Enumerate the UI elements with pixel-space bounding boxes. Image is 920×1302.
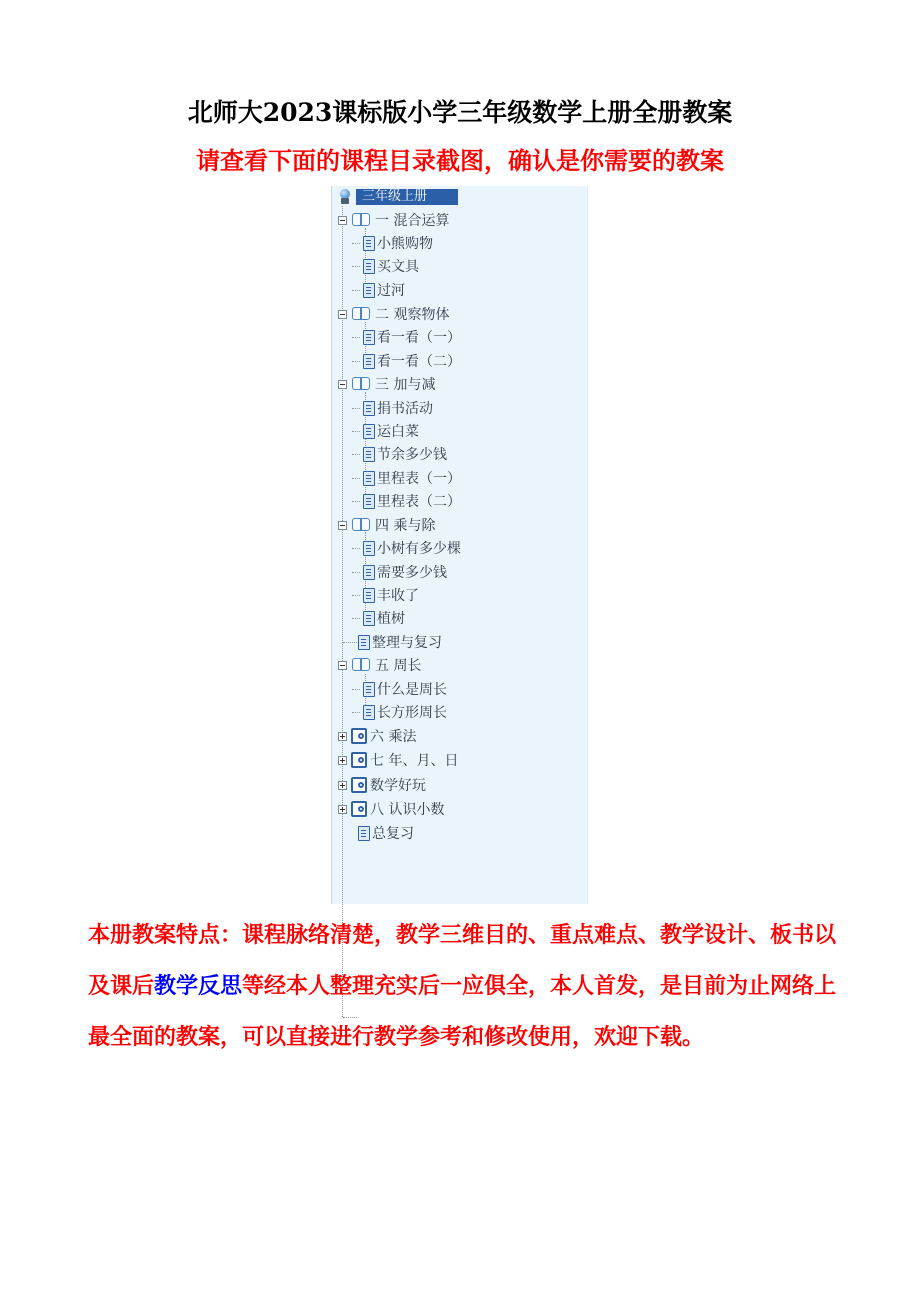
tree-unit-4[interactable]: [338, 514, 435, 536]
tree-connector: [352, 618, 360, 619]
tree-lesson-label: 什么是周长: [377, 682, 447, 698]
tree-unit-5[interactable]: [338, 654, 421, 676]
document-icon: [358, 826, 370, 841]
tree-lesson[interactable]: [352, 561, 447, 583]
document-icon: [363, 471, 375, 486]
tree-lesson-label: 里程表（二）: [377, 494, 461, 510]
closed-folder-icon: [351, 801, 367, 817]
document-icon: [363, 401, 375, 416]
tree-connector: [352, 712, 360, 713]
tree-unit-label: 二 观察物体: [375, 307, 450, 323]
tree-lesson-label: 买文具: [377, 259, 419, 275]
tree-root-label: 三年级上册: [356, 189, 458, 205]
open-book-icon: [351, 517, 373, 533]
tree-connector: [352, 290, 360, 291]
tree-lesson[interactable]: [352, 255, 419, 277]
expand-icon[interactable]: [338, 732, 347, 741]
tree-lesson-label: 看一看（二）: [377, 354, 461, 370]
tree-lesson-label: 看一看（一）: [377, 330, 461, 346]
closed-folder-icon: [351, 777, 367, 793]
collapse-icon[interactable]: [338, 380, 347, 389]
tree-unit-label: 一 混合运算: [375, 213, 450, 229]
tree-item-review[interactable]: [358, 631, 442, 653]
document-icon: [363, 283, 375, 298]
tree-lesson[interactable]: [352, 443, 447, 465]
tree-connector: [352, 361, 360, 362]
collapse-icon[interactable]: [338, 521, 347, 530]
tree-lesson[interactable]: [352, 607, 405, 629]
page-subtitle: 请查看下面的课程目录截图，确认是你需要的教案: [196, 146, 724, 175]
collapse-icon[interactable]: [338, 216, 347, 225]
tree-lesson[interactable]: [352, 350, 461, 372]
document-icon: [363, 611, 375, 626]
feature-text: 本册教案特点：课程脉络清楚，教学三维目的、重点难点、教学设计、板书以及课后: [88, 922, 837, 999]
expand-icon[interactable]: [338, 781, 347, 790]
tree-lesson-label: 小树有多少棵: [377, 541, 461, 557]
tree-lesson[interactable]: [352, 537, 461, 559]
document-icon: [363, 354, 375, 369]
feature-text-continued: 等经本人整理充实后一应俱全，本人首发，是目前为止网络上最全面的教案，可以直接进行教学参考和修改使用，欢迎下载。: [88, 973, 837, 1050]
document-icon: [363, 424, 375, 439]
closed-folder-icon: [351, 728, 367, 744]
tree-unit-1[interactable]: [338, 209, 449, 231]
page-title: 北师大2023课标版小学三年级数学上册全册教案: [187, 98, 733, 127]
open-book-icon: [351, 657, 373, 673]
tree-lesson-label: 过河: [377, 283, 405, 299]
tree-unit-6[interactable]: [338, 725, 416, 747]
tree-unit-8[interactable]: [338, 798, 444, 820]
tree-lesson[interactable]: [352, 326, 461, 348]
document-icon: [363, 447, 375, 462]
tree-lesson[interactable]: [352, 584, 419, 606]
tree-connector: [352, 501, 360, 502]
document-icon: [363, 565, 375, 580]
tree-lesson[interactable]: [352, 490, 461, 512]
tree-unit-7[interactable]: [338, 749, 458, 771]
tree-connector: [352, 454, 360, 455]
feature-description: [88, 910, 848, 1063]
tree-lesson[interactable]: [352, 701, 447, 723]
tree-lesson[interactable]: [352, 397, 433, 419]
tree-branch-line: [343, 642, 357, 643]
document-icon: [363, 330, 375, 345]
tree-connector: [352, 689, 360, 690]
tree-connector: [352, 478, 360, 479]
tree-unit-label: 六 乘法: [370, 729, 417, 745]
tree-unit-label: 数学好玩: [370, 778, 426, 794]
tree-lesson-label: 捐书活动: [377, 401, 433, 417]
open-book-icon: [351, 376, 373, 392]
tree-lesson-label: 长方形周长: [377, 705, 447, 721]
tree-lesson[interactable]: [352, 678, 447, 700]
tree-trunk-line: [342, 206, 343, 1017]
tree-connector: [352, 243, 360, 244]
tree-root[interactable]: [338, 188, 458, 206]
tree-connector: [352, 266, 360, 267]
collapse-icon[interactable]: [338, 661, 347, 670]
document-icon: [363, 588, 375, 603]
open-book-icon: [351, 306, 373, 322]
tree-unit-label: 七 年、月、日: [370, 753, 459, 769]
document-icon: [363, 705, 375, 720]
tree-lesson-label: 节余多少钱: [377, 447, 447, 463]
tree-lesson-label: 丰收了: [377, 588, 419, 604]
tree-item-label: 整理与复习: [372, 635, 442, 651]
tree-lesson-label: 小熊购物: [377, 236, 433, 252]
tree-connector: [352, 548, 360, 549]
tree-lesson-label: 植树: [377, 611, 405, 627]
tree-item-label: 总复习: [372, 826, 414, 842]
expand-icon[interactable]: [338, 805, 347, 814]
tree-unit-fun-math[interactable]: [338, 774, 426, 796]
tree-connector: [352, 337, 360, 338]
open-book-icon: [351, 212, 373, 228]
tree-connector: [352, 408, 360, 409]
document-icon: [363, 682, 375, 697]
tree-connector: [352, 595, 360, 596]
tree-connector: [352, 431, 360, 432]
tree-lesson[interactable]: [352, 232, 433, 254]
tree-lesson-label: 需要多少钱: [377, 565, 447, 581]
tree-lesson-label: 里程表（一）: [377, 471, 461, 487]
document-icon: [358, 635, 370, 650]
tree-unit-2[interactable]: [338, 303, 449, 325]
globe-icon: [338, 189, 352, 205]
tree-item-final-review[interactable]: [358, 822, 414, 844]
expand-icon[interactable]: [338, 756, 347, 765]
tree-unit-label: 八 认识小数: [370, 802, 445, 818]
tree-lesson[interactable]: [352, 279, 405, 301]
tree-unit-3[interactable]: [338, 373, 435, 395]
tree-lesson[interactable]: [352, 420, 419, 442]
tree-unit-label: 五 周长: [375, 658, 422, 674]
tree-lesson-label: 运白菜: [377, 424, 419, 440]
document-icon: [363, 259, 375, 274]
tree-lesson[interactable]: [352, 467, 461, 489]
document-icon: [363, 236, 375, 251]
collapse-icon[interactable]: [338, 310, 347, 319]
tree-unit-label: 三 加与减: [375, 377, 436, 393]
tree-unit-label: 四 乘与除: [375, 518, 436, 534]
document-icon: [363, 541, 375, 556]
closed-folder-icon: [351, 752, 367, 768]
teaching-reflection-link[interactable]: 教学反思: [154, 973, 243, 999]
tree-connector: [352, 572, 360, 573]
document-icon: [363, 494, 375, 509]
course-tree-screenshot: [331, 186, 588, 904]
